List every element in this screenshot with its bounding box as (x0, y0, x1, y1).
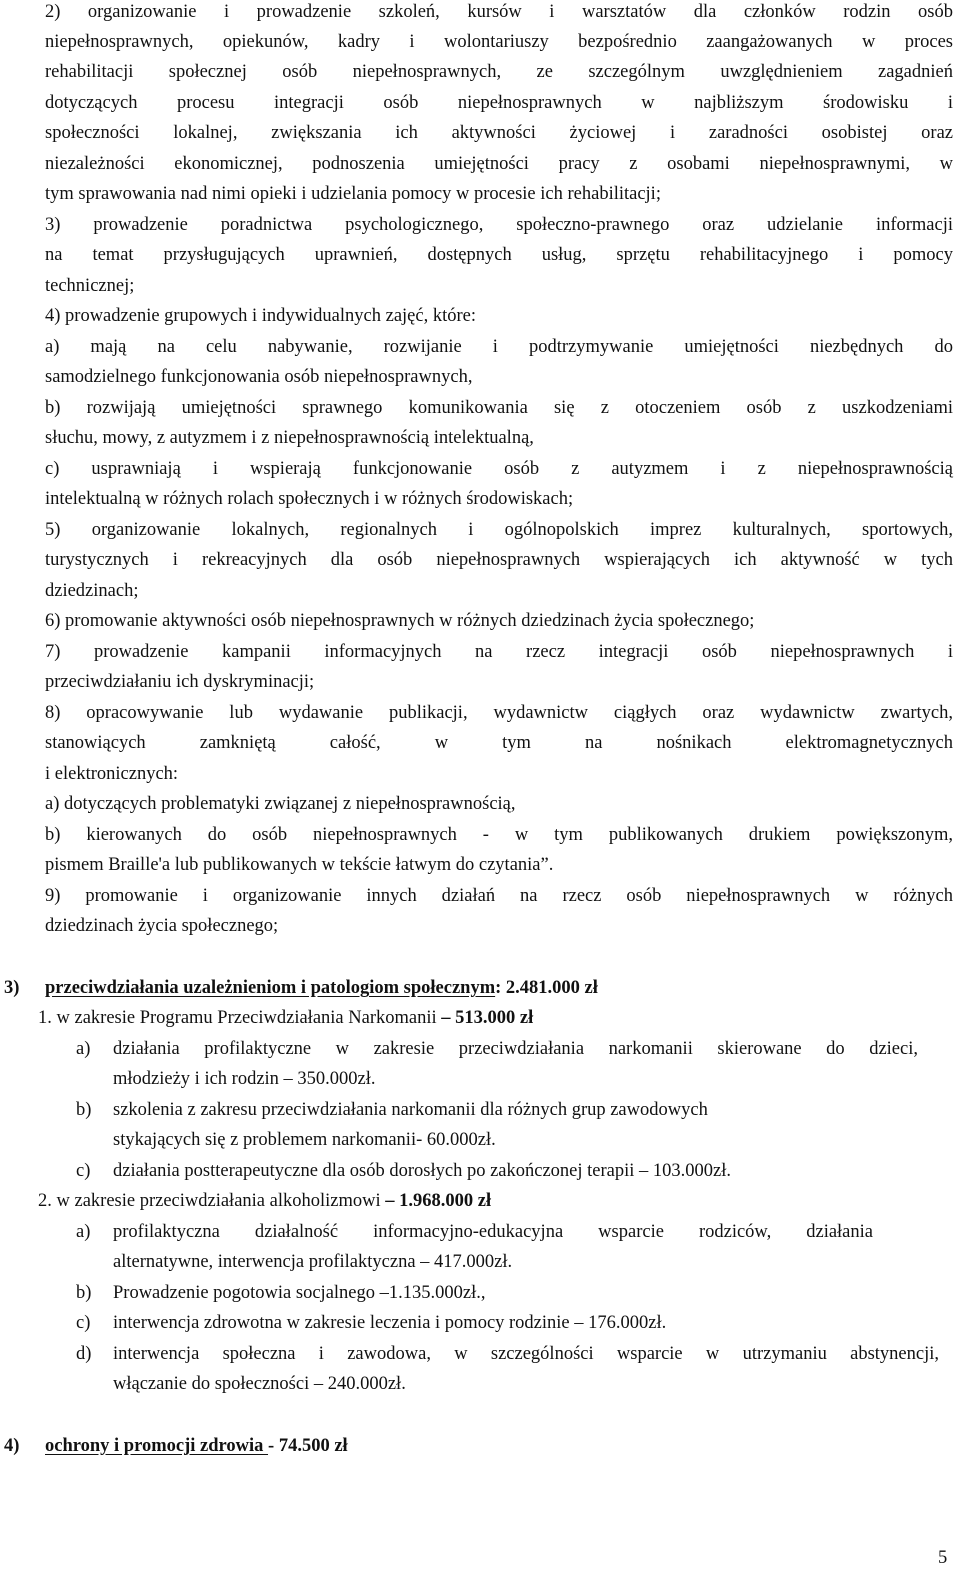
item-text: młodzieży i ich rodzin – 350.000zł. (113, 1069, 376, 1089)
text-line: 8) opracowywanie lub wydawanie publikacji, wydawnictw ciągłych oraz wydawnictw zwartych, (45, 703, 953, 723)
text-line: b) rozwijają umiejętności sprawnego komunikowania się z otoczeniem osób z uszkodzeniami (45, 398, 953, 418)
text-line: dziedzinach życia społecznego; (45, 916, 279, 936)
text-line: b) kierowanych do osób niepełnosprawnych - w tym publikowanych drukiem powiększonym, (45, 825, 953, 845)
text-line: 6) promowanie aktywności osób niepełnosprawnych w różnych dziedzinach życia społecznego; (45, 611, 755, 631)
text-line: i elektronicznych: (45, 764, 179, 784)
text-line: przeciwdziałaniu ich dyskryminacji; (45, 672, 315, 692)
sub-2-heading (38, 1189, 491, 1213)
item-text: interwencja społeczna i zawodowa, w szczególności wsparcie w utrzymaniu abstynencji, (113, 1344, 939, 1364)
text-line: 5) organizowanie lokalnych, regionalnych i ogólnopolskich imprez kulturalnych, sportowych, (45, 520, 953, 540)
section-3-amount: : 2.481.000 zł (495, 978, 598, 998)
section-4-number: 4) (4, 1436, 20, 1456)
item-text: działania profilaktyczne w zakresie przeciwdziałania narkomanii skierowane do dzieci, (113, 1039, 918, 1059)
text-line: c) usprawniają i wspierają funkcjonowanie osób z autyzmem i z niepełnosprawnością (45, 459, 953, 479)
text-line: samodzielnego funkcjonowania osób niepełnosprawnych, (45, 367, 473, 387)
text-line: dziedzinach; (45, 581, 139, 601)
section-3-title: przeciwdziałania uzależnieniom i patologiom społecznym (45, 978, 496, 998)
section-4-title: ochrony i promocji zdrowia (45, 1436, 269, 1456)
item-text: działania postterapeutyczne dla osób dorosłych po zakończonej terapii – 103.000zł. (113, 1161, 731, 1181)
text-line: niezależności ekonomicznej, podnoszenia umiejętności pracy z osobami niepełnosprawnymi, w (45, 154, 953, 174)
item-letter: d) (76, 1344, 92, 1364)
item-text: szkolenia z zakresu przeciwdziałania narkomanii dla różnych grup zawodowych (113, 1100, 708, 1120)
text-line: a) mają na celu nabywanie, rozwijanie i podtrzymywanie umiejętności niezbędnych do (45, 337, 953, 357)
sub-1-label: 1. w zakresie Programu Przeciwdziałania Narkomanii (38, 1008, 442, 1028)
text-line: na temat przysługujących uprawnień, dostępnych usług, sprzętu rehabilitacyjnego i pomocy (45, 245, 953, 265)
section-4-amount: - 74.500 zł (268, 1436, 348, 1456)
item-letter: b) (76, 1283, 92, 1303)
item-letter: b) (76, 1100, 92, 1120)
item-letter: c) (76, 1313, 91, 1333)
item-letter: c) (76, 1161, 91, 1181)
text-line: dotyczących procesu integracji osób niepełnosprawnych w najbliższym środowisku i (45, 93, 953, 113)
item-text: włączanie do społeczności – 240.000zł. (113, 1374, 406, 1394)
sub-2-label: 2. w zakresie przeciwdziałania alkoholizmowi (38, 1191, 386, 1211)
item-text: interwencja zdrowotna w zakresie leczenia i pomocy rodzinie – 176.000zł. (113, 1313, 667, 1333)
text-line: stanowiących zamkniętą całość, w tym na nośnikach elektromagnetycznych (45, 733, 953, 753)
text-line: pismem Braille'a lub publikowanych w tekście łatwym do czytania”. (45, 855, 554, 875)
text-line: rehabilitacji społecznej osób niepełnosprawnych, ze szczególnym uwzględnieniem zagadnień (45, 62, 953, 82)
text-line: społeczności lokalnej, zwiększania ich aktywności życiowej i zaradności osobistej oraz (45, 123, 953, 143)
item-text: alternatywne, interwencja profilaktyczna – 417.000zł. (113, 1252, 513, 1272)
text-line: 2) organizowanie i prowadzenie szkoleń, kursów i warsztatów dla członków rodzin osób (45, 2, 953, 22)
text-line: 7) prowadzenie kampanii informacyjnych na rzecz integracji osób niepełnosprawnych i (45, 642, 953, 662)
section-4-heading (45, 1434, 348, 1458)
section-3-heading (45, 976, 598, 1000)
sub-1-amount: – 513.000 zł (441, 1008, 534, 1028)
sub-2-amount: – 1.968.000 zł (385, 1191, 492, 1211)
text-line: 9) promowanie i organizowanie innych działań na rzecz osób niepełnosprawnych w różnych (45, 886, 953, 906)
item-letter: a) (76, 1222, 91, 1242)
text-line: turystycznych i rekreacyjnych dla osób niepełnosprawnych wspierających ich aktywność w tych (45, 550, 953, 570)
text-line: niepełnosprawnych, opiekunów, kadry i wolontariuszy bezpośrednio zaangażowanych w proces (45, 32, 953, 52)
sub-1-heading (38, 1006, 533, 1030)
item-text: profilaktyczna działalność informacyjno-edukacyjna wsparcie rodziców, działania (113, 1222, 873, 1242)
text-line: a) dotyczących problematyki związanej z niepełnosprawnością, (45, 794, 516, 814)
section-3-number: 3) (4, 978, 20, 998)
page-number: 5 (938, 1548, 948, 1568)
item-text: Prowadzenie pogotowia socjalnego –1.135.000zł., (113, 1283, 486, 1303)
item-text: stykających się z problemem narkomanii- 60.000zł. (113, 1130, 496, 1150)
text-line: słuchu, mowy, z autyzmem i z niepełnosprawnością intelektualną, (45, 428, 534, 448)
text-line: 3) prowadzenie poradnictwa psychologicznego, społeczno-prawnego oraz udzielanie informacji (45, 215, 953, 235)
text-line: intelektualną w różnych rolach społecznych i w różnych środowiskach; (45, 489, 574, 509)
text-line: 4) prowadzenie grupowych i indywidualnych zajęć, które: (45, 306, 477, 326)
text-line: technicznej; (45, 276, 135, 296)
item-letter: a) (76, 1039, 91, 1059)
text-line: tym sprawowania nad nimi opieki i udzielania pomocy w procesie ich rehabilitacji; (45, 184, 661, 204)
